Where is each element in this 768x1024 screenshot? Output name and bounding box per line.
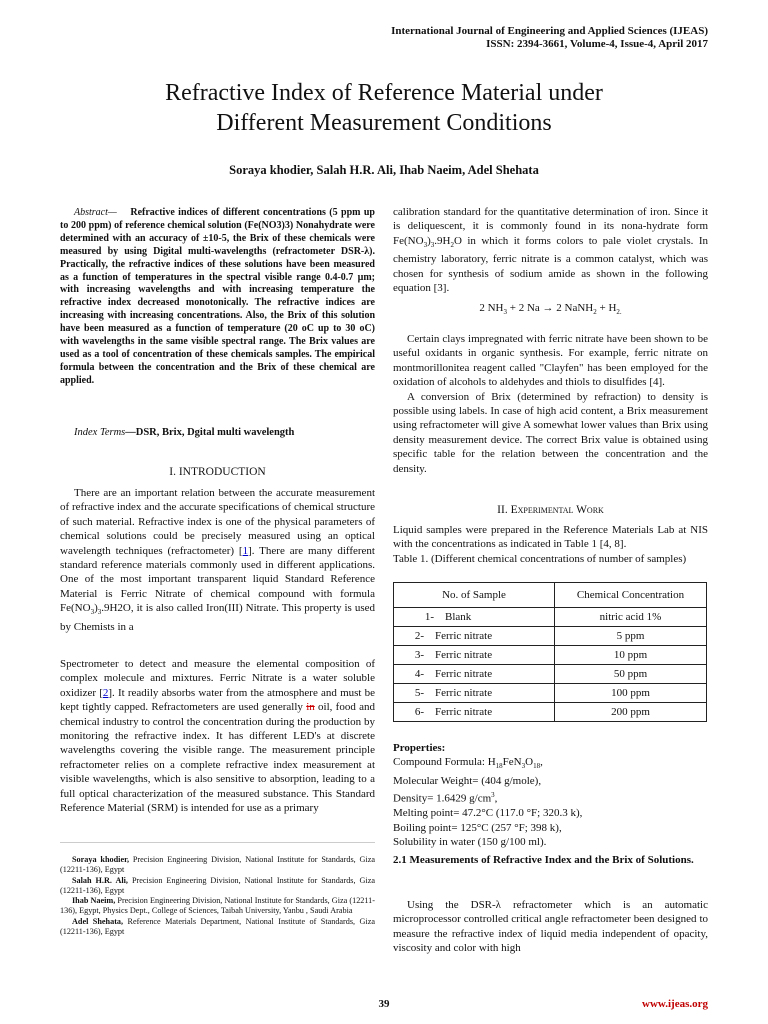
property-boiling: Boiling point= 125°C (257 °F; 398 k), [393,821,562,834]
table-row [394,646,707,665]
intro-text-1a: There are an important relation between the accurate measurement of refractive index and the accurate specifications of chemical structure of such material. Refractive index is one of the physical parameters of chemical solutions could be precisely measured using an optical wavelength techniques (refractometer) [ [60,487,375,557]
table-cell-sample [394,665,555,684]
table-cell-sample [394,703,555,722]
table-row [394,608,707,627]
intro-text-2a: Spectrometer to detect and measure the elemental composition of complex molecule and mixtures. Ferric Nitrate is a water soluble oxidizer [ [60,658,375,699]
row-number: 1- [424,611,434,623]
title-line-2: Different Measurement Conditions [216,110,552,136]
table-header-sample: No. of Sample [394,583,555,608]
table-row [394,684,707,703]
properties-heading: Properties: [393,742,446,754]
table-row [394,627,707,646]
chemical-equation: 2 $NH_3 + 2$ Na → 2 NaNH$_2$ + $H_{2.}$ [479,302,622,317]
intro-body [60,486,375,634]
property-melting: Melting point= 47.2°C (117.0 °F; 320.3 k), [393,807,583,820]
footnote-1-name: Soraya khodier, [72,855,130,864]
footnote-3-name: Ihab Naeim, [72,896,116,906]
right-paragraph-4: Liquid samples were prepared in the Reference Materials Lab at NIS with the concentrations as indicated in Table 1 [4, 8]. [393,524,708,551]
footnote-3-text: Precision Engineering Division, National Institute for Standards, Giza (12211-136), Egypt, Physics Dept., College of Sciences, Taibah University, Yanbu , Saudi Arabia [60,896,375,916]
table-cell-concentration: 100 ppm [555,684,707,703]
table-cell-sample [394,627,555,646]
intro-body-2 [60,657,375,815]
section-heading-experimental [393,504,708,516]
section-heading-2-1: 2.1 Measurements of Refractive Index and the Brix of Solutions. [393,854,694,866]
table-cell-concentration: 10 ppm [555,646,707,665]
equation-part-c: + H [596,302,617,314]
table-cell-concentration: 50 ppm [555,665,707,684]
row-number: 5- [414,687,424,699]
table-caption: Table 1. (Different chemical concentrations of number of samples) [393,552,687,565]
intro-text-2c: oil, food and chemical industry to control the concentration during the production by monitoring the refractive index. It has different LED's at discrete wavelengths covering the visible range. The measurement principle refractometer relies on a complete refractive index measurement at visible wavelengths, which is also sensitive to absorption, leading to a full optical characterization of the measured substance. This Standard Reference Material (SRM) is intended for use as a primary [60,701,375,815]
right-paragraph-3: A conversion of Brix (determined by refraction) to density is possible using labels. In case of high acid content, a Brix measurement using refractometer will give A somewhat lower values than Brix using density measurement device. The correct Brix value is obtained using specific table for the relation between the concentration and the density. [393,390,708,475]
row-sample-name: Ferric nitrate [435,668,493,680]
table-cell-concentration: 200 ppm [555,703,707,722]
right-column-top [393,205,708,296]
author-list: Soraya khodier, Salah H.R. Ali, Ihab Naeim, Adel Shehata [229,163,539,177]
abstract [60,207,375,388]
index-terms [74,426,294,440]
intro-text-2b: ]. It readily absorbs water from the atmosphere and must be kept tightly capped. Refractometers are used generally [60,686,376,714]
equation-part-a: 2 NH [479,302,504,314]
property-weight: Molecular Weight= (404 g/mole), [393,775,542,787]
paper-title [0,78,768,138]
footnote-4 [60,917,375,938]
row-number: 4- [414,668,424,680]
journal-url[interactable]: www.ijeas.org [642,998,708,1010]
section-2-number: II. [497,504,511,516]
footnote-1-text: Precision Engineering Division, National Institute for Standards, Giza (12211-136), Egypt [60,855,375,875]
table-header-row [394,583,707,608]
journal-header [391,25,708,51]
index-terms-label: Index Terms [74,427,126,438]
title-line-1: Refractive Index of Reference Material under [165,80,603,106]
right-column-mid [393,332,708,476]
row-sample-name: Ferric nitrate [435,630,493,642]
right-paragraph-2: Certain clays impregnated with ferric nitrate have been shown to be useful oxidants in organic synthesis. For example, ferric nitrate on montmorillonitea reagent called "Clayfen" has been employed for the oxidation of alcohols to aldehydes and thiols to disulfides [4]. [393,333,708,389]
footnote-2-text: Precision Engineering Division, National Institute for Standards, Giza (12211-136), Egypt [60,875,375,895]
page-number: 39 [378,998,390,1010]
row-sample-name: Ferric nitrate [435,687,493,699]
right-text-1a: calibration standard for the quantitative determination of iron. Since it is deliquescent, it is commonly found in its nona-hydrate form Fe(NO [393,206,708,247]
journal-issn: ISSN: 2394-3661, Volume-4, Issue-4, April 2017 [486,38,708,50]
section-heading-intro: I. INTRODUCTION [169,466,266,478]
density-text: Density= 1.6429 g/cm [393,793,492,806]
abstract-text: Refractive indices of different concentrations (5 ppm up to 200 ppm) of reference chemical solution (Fe(NO3)3) Nonahydrate were determined with an accuracy of ±10-5, the Brix of these chemicals were measured by using Digital multi-wavelengths (refractometer DSR-λ). Practically, the refractive indices of these solutions have been measured as a function of temperatures in the spectral visible range 0.4-0.7 µm; with increasing wavelengths and with increasing temperature the refractive index decreased monotonically. The refractive indices are increasing with increasing concentrations. Also, the Brix of this solution have been measured as a function of temperature (20 oC up to 30 oC) with wavelengths in the same visible spectral range. The Brix values are used as a tool of concentration of these chemicals samples. The empirical formula between the concentration and the Brix of these chemical are applied. [60,207,375,386]
table-header-concentration: Chemical Concentration [555,583,707,608]
footnote-2-name: Salah H.R. Ali, [72,875,128,885]
right-column-table-intro [393,523,708,566]
row-sample-name: Ferric nitrate [435,649,493,661]
row-number: 3- [414,649,424,661]
citation-link-2[interactable]: 2 [102,686,109,699]
table-cell-sample [394,646,555,665]
property-solubility: Solubility in water (150 g/100 ml). [393,836,547,849]
row-number: 6- [414,706,424,718]
equation-part-b: + 2 Na → 2 NaNH [506,302,594,314]
footnote-1 [60,855,375,876]
table-cell-concentration: 5 ppm [555,627,707,646]
footnote-rule [60,842,375,843]
concentration-table [393,582,707,722]
right-text-1c: O in which it forms colors to pale violet crystals. In chemistry laboratory, ferric nitrate is a common catalyst, which was chosen for synthesis of sodium amide as shown in the following equation [3]. [393,234,708,295]
author-footnotes [60,855,375,937]
property-density: Density= 1.6429 $g/cm^3$, [393,791,498,806]
right-paragraph-1: calibration standard for the quantitative determination of iron. Since it is deliquescent, it is commonly found in its nona-hydrate form $Fe(NO_3)_3.9H_2O$ in which it forms colors to pale violet crystals. In chemistry laboratory, ferric nitrate is a common catalyst, which was chosen for synthesis of sodium amide as shown in the following equation [3]. [393,206,708,295]
table-cell-sample [394,608,555,627]
table-cell-sample [394,684,555,703]
footnote-4-text: Reference Materials Department, National Institute of Standards, Giza (12211-136), Egypt [60,916,375,937]
right-column-bottom [393,898,708,956]
right-paragraph-5: Using the DSR-λ refractometer which is an automatic microprocessor controlled critical angle refractometer been designed to measure the refractive index of liquid media independent of opacity, viscosity and color with high [393,899,708,955]
table-row [394,703,707,722]
formula-label: Compound Formula: H [393,756,496,769]
struck-text: in [306,701,315,714]
intro-text-1c: ) [94,602,98,615]
table-cell-concentration: nitric acid 1% [555,608,707,627]
index-terms-text: —DSR, Brix, Dgital multi wavelength [125,427,295,438]
intro-text-1d: .9H2O, it is also called Iron(III) Nitrate. This property is used by Chemists in a [60,602,375,633]
row-sample-name: Ferric nitrate [435,706,493,718]
footnote-4-name: Adel Shehata, [72,916,124,926]
row-number: 2- [414,630,424,642]
properties-block [393,741,708,850]
right-text-1b: .9H [434,234,451,247]
intro-text-1b: ]. There are many different standard reference materials commonly used in different applications. One of the most important transparent liquid Standard Reference Material is Ferric Nitrate of chemical compound with formula Fe(NO [60,544,375,615]
citation-link-1[interactable]: 1 [242,544,249,557]
table-row [394,665,707,684]
footnote-3 [60,896,375,917]
abstract-label: Abstract— [74,207,117,218]
property-formula: Compound Formula: $H_{18}FeN_3O_{18}$, [393,756,543,771]
row-sample-name: Blank [445,611,472,623]
intro-paragraph-1: There are an important relation between the accurate measurement of refractive index and the accurate specifications of chemical structure of such material. Refractive index is one of the physical parameters of chemical solutions could be precisely measured using an optical wavelength techniques (refractometer) [1]. There are many different standard reference materials commonly used in different applications. One of the most important transparent liquid Standard Reference Material is Ferric Nitrate of chemical compound with formula $Fe(NO_3)_3.9H2O$, it is also called Iron(III) Nitrate. This property is used by Chemists in a [60,487,375,633]
intro-paragraph-2 [60,657,375,815]
section-2-title: Experimental Work [510,504,604,516]
footnote-2 [60,876,375,897]
journal-name: International Journal of Engineering and Applied Sciences (IJEAS) [391,25,708,37]
